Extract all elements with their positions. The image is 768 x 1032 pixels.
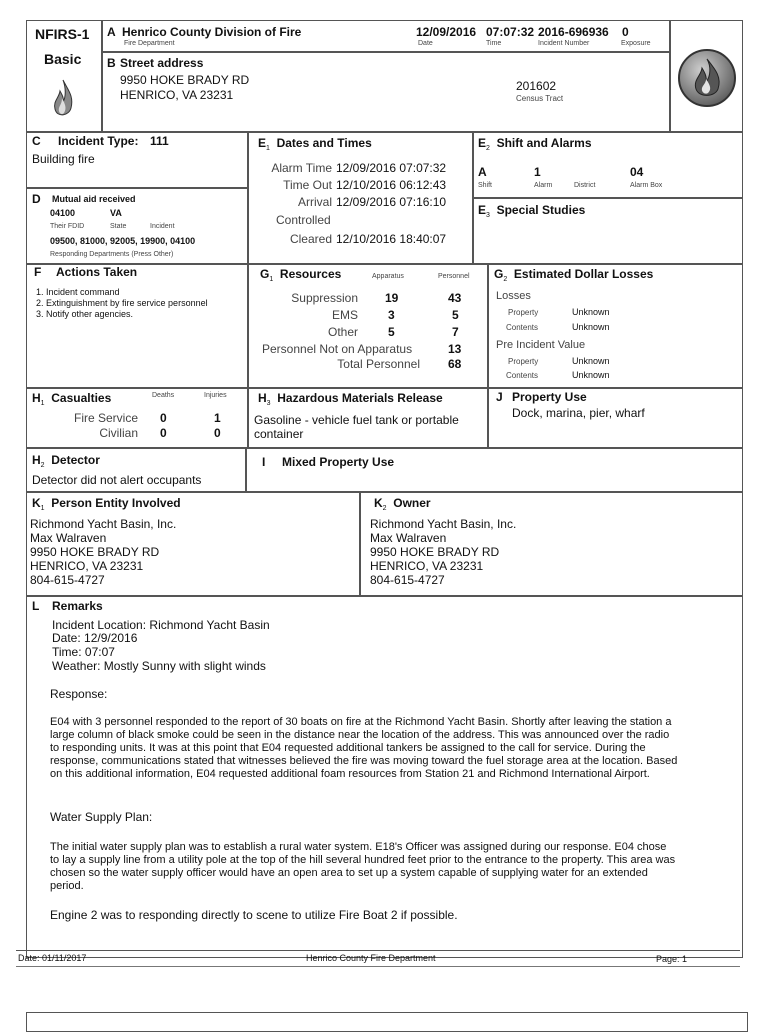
fire-department: Henrico County Division of Fire xyxy=(122,25,302,39)
section-k1-label: Person Entity Involved xyxy=(51,496,181,510)
remarks-label: Remarks xyxy=(52,599,103,613)
k2-line: 9950 HOKE BRADY RD xyxy=(370,545,500,559)
k2-line: Richmond Yacht Basin, Inc. xyxy=(370,517,517,531)
section-h2-letter: H xyxy=(32,453,41,467)
section-f xyxy=(26,264,248,388)
property-label: Property xyxy=(508,308,539,317)
fire-service-label: Fire Service xyxy=(73,411,138,425)
action-item: 3. Notify other agencies. xyxy=(36,309,134,319)
civilian-label: Civilian xyxy=(99,426,138,440)
responding-departments-label: Responding Departments (Press Other) xyxy=(50,251,174,258)
incident-type-code: 111 xyxy=(150,134,169,148)
pre-property-value: Unknown xyxy=(572,356,610,366)
cleared-label: Cleared xyxy=(289,232,332,246)
ems-personnel: 5 xyxy=(452,308,459,322)
mixed-property-label: Mixed Property Use xyxy=(282,455,395,469)
section-g1-title xyxy=(260,268,341,283)
pre-contents-value: Unknown xyxy=(572,370,610,380)
section-g2-sub: 2 xyxy=(503,276,508,283)
section-k2-letter: K xyxy=(374,496,383,510)
section-h2-sub: 2 xyxy=(40,462,45,469)
k2-line: Max Walraven xyxy=(370,531,447,545)
water-supply-heading: Water Supply Plan: xyxy=(50,810,153,824)
remarks-date: Date: 12/9/2016 xyxy=(52,631,138,645)
next-page-frame xyxy=(26,1012,748,1032)
pre-incident-label: Pre Incident Value xyxy=(496,339,586,351)
section-h1-sub: 1 xyxy=(40,400,45,407)
injuries-label: Injuries xyxy=(204,392,227,399)
k1-line: 804-615-4727 xyxy=(30,573,105,587)
incident-type-value: Building fire xyxy=(32,152,95,166)
state-label: State xyxy=(110,223,127,230)
section-g1-letter: G xyxy=(260,267,270,281)
incident-date: 12/09/2016 xyxy=(416,25,477,39)
actions-taken-label: Actions Taken xyxy=(56,265,138,279)
remarks-time: Time: 07:07 xyxy=(52,645,115,659)
response-text: E04 with 3 personnel responded to the report of 30 boats on fire at the Richmond Yacht Basin. Shortly after leaving the station a large column of black smoke could be seen in the distance near the location of the address. This was announced over the radio to responding units. It was at this point that E04 requested additional tankers be assigned to the call for service. During the response, communications stated that witnesses believed the fire was moving toward the fuel storage area at the location. Based on this additional information, E04 requested additional foam resources from Station 21 and Richmond International Airport. xyxy=(50,716,678,780)
section-e2-sub: 2 xyxy=(486,145,490,152)
responding-departments: 09500, 81000, 92005, 19900, 04100 xyxy=(50,236,196,246)
footer-page: Page: 1 xyxy=(656,954,688,964)
k1-line: 9950 HOKE BRADY RD xyxy=(30,545,160,559)
footer-rule xyxy=(16,950,740,951)
remarks-weather: Weather: Mostly Sunny with slight winds xyxy=(52,659,266,673)
section-e1-title xyxy=(258,137,372,152)
property-use-value: Dock, marina, pier, wharf xyxy=(512,406,645,420)
section-e2-letter: E xyxy=(478,136,487,150)
shift-value: A xyxy=(478,165,487,179)
mutual-aid-label: Mutual aid received xyxy=(52,194,136,204)
section-b-letter: B xyxy=(107,56,116,70)
action-item: 2. Extinguishment by fire service personnel xyxy=(36,298,208,308)
time-out-value: 12/10/2016 06:12:43 xyxy=(336,178,447,192)
census-tract: 201602 xyxy=(516,79,557,93)
section-e3-letter: E xyxy=(478,203,487,217)
losses-label: Losses xyxy=(496,290,531,302)
alarm-value: 1 xyxy=(534,165,541,179)
suppression-label: Suppression xyxy=(291,291,358,305)
section-h2-label: Detector xyxy=(51,453,100,467)
section-a-letter: A xyxy=(107,25,116,39)
incident-label: Incident xyxy=(150,223,175,230)
fire-service-injuries: 1 xyxy=(214,411,221,425)
suppression-personnel: 43 xyxy=(448,291,462,305)
water-supply-text: The initial water supply plan was to establish a rural water system. E18's Officer was assigned during our response. E04 chose to lay a supply line from a utility pole at the top of the hill several hundred feet prior to the entrance to the property. This area was chosen so the water supply officer would have an open area to set up a system capable of supplying water for an extended period. xyxy=(50,841,676,892)
section-j-letter: J xyxy=(496,390,503,404)
arrival-label: Arrival xyxy=(297,195,332,209)
section-h3-title xyxy=(258,392,443,407)
street-address-label: Street address xyxy=(120,56,204,70)
alarm-label: Alarm xyxy=(534,182,553,189)
controlled-label: Controlled xyxy=(276,213,331,227)
incident-number-label: Incident Number xyxy=(538,40,590,47)
pre-property-label: Property xyxy=(508,357,539,366)
hazmat-line1: Gasoline - vehicle fuel tank or portable xyxy=(254,413,459,427)
alarm-box-value: 04 xyxy=(630,165,644,179)
incident-number: 2016-696936 xyxy=(538,25,609,39)
section-h2-title xyxy=(32,454,100,469)
engine-text: Engine 2 was to responding directly to scene to utilize Fire Boat 2 if possible. xyxy=(50,908,458,922)
remarks-location: Incident Location: Richmond Yacht Basin xyxy=(52,618,270,632)
their-fdid: 04100 xyxy=(50,208,76,218)
pre-contents-label: Contents xyxy=(506,371,539,380)
section-e3-title xyxy=(478,204,585,219)
section-g2-label: Estimated Dollar Losses xyxy=(513,267,654,281)
section-g2-title xyxy=(494,268,653,283)
not-on-apparatus-value: 13 xyxy=(448,342,462,356)
badge-flame-icon xyxy=(680,51,734,105)
contents-value: Unknown xyxy=(572,322,610,332)
fire-service-deaths: 0 xyxy=(160,411,167,425)
section-e3-sub: 3 xyxy=(486,212,490,219)
section-h1-letter: H xyxy=(32,391,41,405)
section-h3-letter: H xyxy=(258,391,267,405)
arrival-value: 12/09/2016 07:16:10 xyxy=(336,195,447,209)
response-heading: Response: xyxy=(50,687,108,701)
section-g2-letter: G xyxy=(494,267,504,281)
form-code: NFIRS-1 xyxy=(35,26,90,42)
k1-line: Max Walraven xyxy=(30,531,107,545)
exposure: 0 xyxy=(622,25,629,39)
ems-apparatus: 3 xyxy=(388,308,395,322)
total-personnel-value: 68 xyxy=(448,357,462,371)
k2-line: HENRICO, VA 23231 xyxy=(370,559,484,573)
footer-bottom-rule xyxy=(16,966,740,967)
address-line1: 9950 HOKE BRADY RD xyxy=(120,73,250,87)
alarm-time-label: Alarm Time xyxy=(271,161,332,175)
form-type: Basic xyxy=(44,51,82,67)
civilian-deaths: 0 xyxy=(160,426,167,440)
section-e3-label: Special Studies xyxy=(496,203,586,217)
section-g1-sub: 1 xyxy=(269,276,274,283)
section-e2-label: Shift and Alarms xyxy=(496,136,592,150)
section-g1-label: Resources xyxy=(279,267,342,281)
ems-label: EMS xyxy=(331,308,358,322)
hazmat-line2: container xyxy=(254,427,304,441)
address-line2: HENRICO, VA 23231 xyxy=(120,88,234,102)
section-k2-sub: 2 xyxy=(382,505,387,512)
flame-icon xyxy=(52,78,74,120)
apparatus-label: Apparatus xyxy=(372,273,404,280)
other-label: Other xyxy=(327,325,358,339)
section-h3-sub: 3 xyxy=(266,400,271,407)
date-label: Date xyxy=(418,40,433,47)
k1-line: HENRICO, VA 23231 xyxy=(30,559,144,573)
footer-date: Date: 01/11/2017 xyxy=(18,953,87,963)
section-e1-letter: E xyxy=(258,136,267,150)
section-f-letter: F xyxy=(34,265,42,279)
district-label: District xyxy=(574,182,596,189)
section-k2-label: Owner xyxy=(393,496,431,510)
section-k1-sub: 1 xyxy=(40,505,45,512)
footer-department: Henrico County Fire Department xyxy=(306,953,436,963)
other-apparatus: 5 xyxy=(388,325,395,339)
section-i-letter: I xyxy=(262,455,266,469)
section-h1-label: Casualties xyxy=(51,391,112,405)
cleared-value: 12/10/2016 18:40:07 xyxy=(336,232,447,246)
department-badge-icon xyxy=(678,49,736,107)
section-l-letter: L xyxy=(32,599,40,613)
shift-label: Shift xyxy=(478,182,493,189)
section-c-letter: C xyxy=(32,134,41,148)
property-use-label: Property Use xyxy=(512,390,587,404)
exposure-label: Exposure xyxy=(621,40,651,47)
not-on-apparatus-label: Personnel Not on Apparatus xyxy=(262,342,413,356)
section-d-letter: D xyxy=(32,192,41,206)
section-k1-title xyxy=(32,497,181,512)
k2-line: 804-615-4727 xyxy=(370,573,445,587)
incident-type-label: Incident Type: xyxy=(58,134,139,148)
civilian-injuries: 0 xyxy=(214,426,221,440)
property-value: Unknown xyxy=(572,307,610,317)
section-h3-label: Hazardous Materials Release xyxy=(277,391,443,405)
section-e1-sub: 1 xyxy=(266,145,270,152)
total-personnel-label: Total Personnel xyxy=(337,357,420,371)
section-k1-letter: K xyxy=(32,496,41,510)
action-item: 1. Incident command xyxy=(36,287,120,297)
suppression-apparatus: 19 xyxy=(385,291,399,305)
time-out-label: Time Out xyxy=(283,178,332,192)
deaths-label: Deaths xyxy=(152,392,175,399)
personnel-label: Personnel xyxy=(438,273,470,280)
alarm-box-label: Alarm Box xyxy=(630,182,663,189)
their-state: VA xyxy=(110,208,122,218)
fdid-label: Their FDID xyxy=(50,223,85,230)
detector-value: Detector did not alert occupants xyxy=(32,473,202,487)
section-e2-title xyxy=(478,137,592,152)
k1-line: Richmond Yacht Basin, Inc. xyxy=(30,517,177,531)
incident-time: 07:07:32 xyxy=(486,25,535,39)
contents-label: Contents xyxy=(506,323,539,332)
time-label: Time xyxy=(486,40,502,47)
section-e1-label: Dates and Times xyxy=(276,136,372,150)
alarm-time-value: 12/09/2016 07:07:32 xyxy=(336,161,447,175)
section-h1-title xyxy=(32,392,111,407)
section-k2-title xyxy=(374,497,431,512)
census-tract-label: Census Tract xyxy=(516,94,564,103)
other-personnel: 7 xyxy=(452,325,459,339)
fire-department-label: Fire Department xyxy=(124,40,175,47)
